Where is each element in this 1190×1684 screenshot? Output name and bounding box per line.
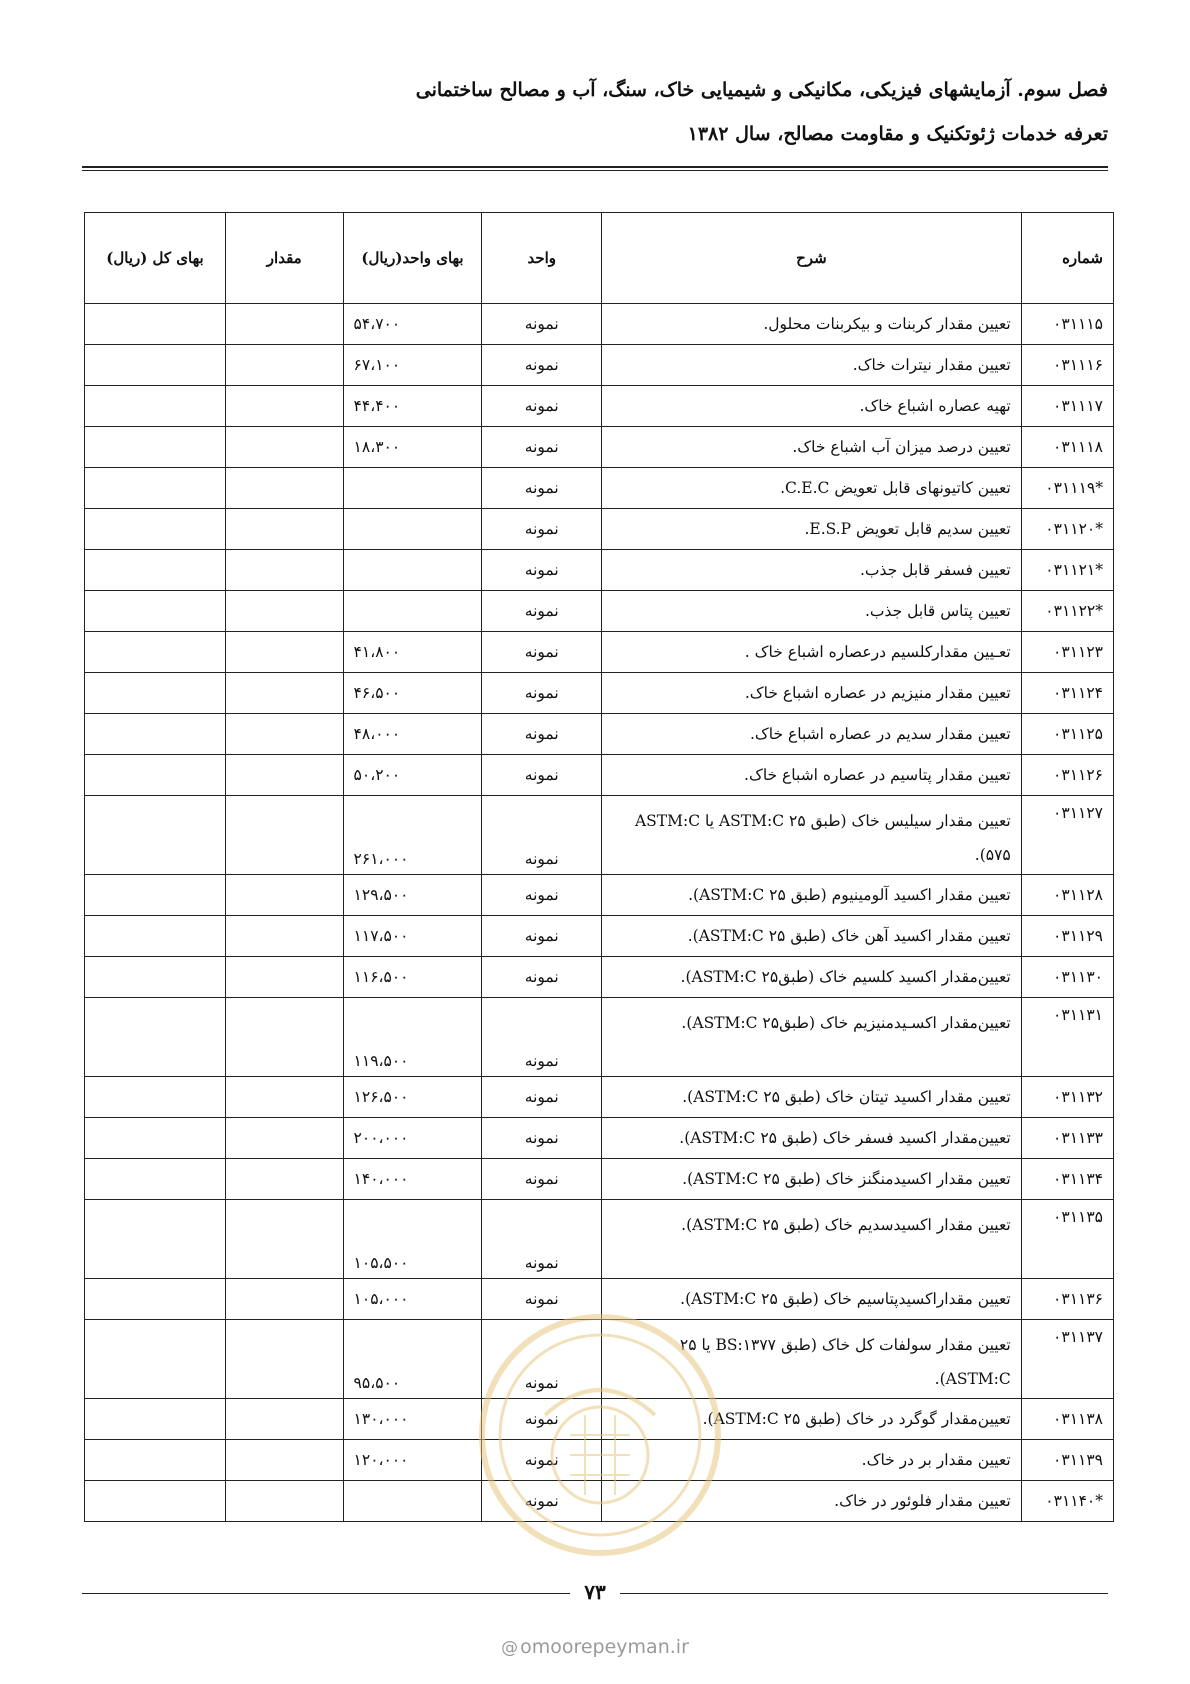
item-description: تعیین کاتیونهای قابل تعویض C.E.C. [602,468,1022,509]
table-row [85,345,1114,386]
table-row [85,427,1114,468]
table-row [85,755,1114,796]
item-unit: نمونه [482,1200,602,1279]
item-code: ۰۳۱۱۱۷ [1021,386,1113,427]
item-unit-price: ۱۱۶،۵۰۰ [343,957,482,998]
item-code: ۰۳۱۱۳۹ [1021,1440,1113,1481]
column-header-unit-price: بهای واحد(ریال) [343,213,482,304]
item-unit-price: ۲۶۱،۰۰۰ [343,796,482,875]
item-code: ۰۳۱۱۲۳ [1021,632,1113,673]
table-row [85,673,1114,714]
table-row [85,957,1114,998]
item-total-price [85,1279,226,1320]
item-total-price [85,796,226,875]
item-description: تعیین‌مقدار اکسـیدمنیزیم خاک (طبق۲۵ ASTM:C). [602,998,1022,1077]
item-unit-price: ۴۸،۰۰۰ [343,714,482,755]
item-unit: نمونه [482,550,602,591]
table-row [85,1159,1114,1200]
table-row [85,632,1114,673]
item-unit: نمونه [482,714,602,755]
item-description: تعیین فسفر قابل جذب. [602,550,1022,591]
item-unit: نمونه [482,1481,602,1522]
website-url: omoorepeyman.ir [520,1636,689,1658]
item-code: *۰۳۱۱۲۱ [1021,550,1113,591]
item-description: تعیین مقدار نیترات خاک. [602,345,1022,386]
item-quantity [225,916,343,957]
item-total-price [85,468,226,509]
item-unit-price: ۵۰،۲۰۰ [343,755,482,796]
item-quantity [225,427,343,468]
item-total-price [85,998,226,1077]
page-number: ۷۳ [570,1580,619,1604]
item-quantity [225,1481,343,1522]
item-code: ۰۳۱۱۲۴ [1021,673,1113,714]
item-code: ۰۳۱۱۳۸ [1021,1399,1113,1440]
item-quantity [225,755,343,796]
table-row [85,386,1114,427]
item-unit: نمونه [482,1118,602,1159]
item-code: ۰۳۱۱۳۷ [1021,1320,1113,1399]
item-quantity [225,998,343,1077]
item-quantity [225,1440,343,1481]
item-unit: نمونه [482,796,602,875]
item-unit: نمونه [482,304,602,345]
item-unit: نمونه [482,1320,602,1399]
item-unit: نمونه [482,1399,602,1440]
item-description: تعیین مقدار کربنات و بیکربنات محلول. [602,304,1022,345]
item-quantity [225,1200,343,1279]
item-unit-price [343,509,482,550]
item-code: ۰۳۱۱۲۶ [1021,755,1113,796]
item-unit: نمونه [482,1159,602,1200]
item-quantity [225,714,343,755]
table-row [85,796,1114,875]
item-total-price [85,386,226,427]
table-row [85,998,1114,1077]
item-total-price [85,957,226,998]
item-unit: نمونه [482,998,602,1077]
item-code: ۰۳۱۱۳۶ [1021,1279,1113,1320]
item-code: ۰۳۱۱۳۴ [1021,1159,1113,1200]
item-total-price [85,1481,226,1522]
item-total-price [85,304,226,345]
column-header-quantity: مقدار [225,213,343,304]
item-description: تعیین مقدار سدیم در عصاره اشباع خاک. [602,714,1022,755]
item-code: ۰۳۱۱۲۸ [1021,875,1113,916]
item-total-price [85,591,226,632]
item-quantity [225,1159,343,1200]
column-header-description: شرح [602,213,1022,304]
item-unit-price: ۱۲۰،۰۰۰ [343,1440,482,1481]
item-total-price [85,1118,226,1159]
item-code: ۰۳۱۱۱۵ [1021,304,1113,345]
item-total-price [85,550,226,591]
column-header-unit: واحد [482,213,602,304]
item-code: *۰۳۱۱۱۹ [1021,468,1113,509]
item-unit-price: ۶۷،۱۰۰ [343,345,482,386]
item-unit-price: ۲۰۰،۰۰۰ [343,1118,482,1159]
item-unit: نمونه [482,875,602,916]
item-code: ۰۳۱۱۱۸ [1021,427,1113,468]
item-code: *۰۳۱۱۲۲ [1021,591,1113,632]
item-unit-price: ۱۰۵،۰۰۰ [343,1279,482,1320]
item-unit-price: ۴۱،۸۰۰ [343,632,482,673]
item-quantity [225,386,343,427]
item-quantity [225,957,343,998]
table-row [85,714,1114,755]
item-unit: نمونه [482,1279,602,1320]
item-unit-price: ۱۰۵،۵۰۰ [343,1200,482,1279]
item-unit-price: ۱۱۹،۵۰۰ [343,998,482,1077]
item-unit: نمونه [482,1440,602,1481]
item-total-price [85,1200,226,1279]
item-code: ۰۳۱۱۳۵ [1021,1200,1113,1279]
item-unit-price [343,1481,482,1522]
item-total-price [85,632,226,673]
item-quantity [225,468,343,509]
item-description: تعیین مقدار اکسیدسدیم خاک (طبق ۲۵ ASTM:C). [602,1200,1022,1279]
item-description: تعیین مقدار اکسیدمنگنز خاک (طبق ۲۵ ASTM:C). [602,1159,1022,1200]
item-unit: نمونه [482,957,602,998]
item-unit: نمونه [482,509,602,550]
item-code: ۰۳۱۱۲۹ [1021,916,1113,957]
item-description: تعیین مقدار اکسید آلومینیوم (طبق ۲۵ ASTM:C). [602,875,1022,916]
item-total-price [85,875,226,916]
item-unit: نمونه [482,755,602,796]
item-description: تعیین مقدار پتاسیم در عصاره اشباع خاک. [602,755,1022,796]
item-code: ۰۳۱۱۳۲ [1021,1077,1113,1118]
item-code: ۰۳۱۱۲۷ [1021,796,1113,875]
item-unit-price: ۴۴،۴۰۰ [343,386,482,427]
item-quantity [225,796,343,875]
item-description: تعیین‌مقدار اکسید فسفر خاک (طبق ۲۵ ASTM:C). [602,1118,1022,1159]
item-quantity [225,550,343,591]
item-unit: نمونه [482,591,602,632]
item-code: *۰۳۱۱۲۰ [1021,509,1113,550]
item-unit-price [343,468,482,509]
item-unit-price [343,550,482,591]
item-unit-price: ۱۲۹،۵۰۰ [343,875,482,916]
item-quantity [225,509,343,550]
chapter-title: فصل سوم. آزمایشهای فیزیکی، مکانیکی و شیمیایی خاک، سنگ، آب و مصالح ساختمانی [415,79,1108,101]
item-unit: نمونه [482,345,602,386]
table-row [85,1200,1114,1279]
website-footer [0,1636,1190,1658]
item-total-price [85,755,226,796]
item-unit: نمونه [482,673,602,714]
item-unit-price: ۴۶،۵۰۰ [343,673,482,714]
item-description: تعیین مقدار اکسید آهن خاک (طبق ۲۵ ASTM:C). [602,916,1022,957]
item-unit-price: ۱۱۷،۵۰۰ [343,916,482,957]
item-quantity [225,632,343,673]
item-unit-price: ۱۳۰،۰۰۰ [343,1399,482,1440]
item-unit: نمونه [482,468,602,509]
item-description: تعـیین مقدارکلسیم درعصاره اشباع خاک . [602,632,1022,673]
item-code: ۰۳۱۱۱۶ [1021,345,1113,386]
item-total-price [85,427,226,468]
item-description: تعیین پتاس قابل جذب. [602,591,1022,632]
item-total-price [85,1399,226,1440]
item-total-price [85,1159,226,1200]
item-description: تهیه عصاره اشباع خاک. [602,386,1022,427]
item-quantity [225,875,343,916]
item-unit: نمونه [482,916,602,957]
table-row [85,1118,1114,1159]
table-row [85,304,1114,345]
item-total-price [85,673,226,714]
item-description: تعیین مقدار منیزیم در عصاره اشباع خاک. [602,673,1022,714]
table-row [85,591,1114,632]
item-code: ۰۳۱۱۳۳ [1021,1118,1113,1159]
item-description: تعیین مقدار سیلیس خاک (طبق ۲۵ ASTM:C یا ASTM:C ۵۷۵). [602,796,1022,875]
item-unit-price: ۱۴۰،۰۰۰ [343,1159,482,1200]
item-quantity [225,304,343,345]
column-header-total-price: بهای کل (ریال) [85,213,226,304]
item-description: تعیین مقدار سولفات کل خاک (طبق BS:۱۳۷۷ یا ۲۵ ASTM:C). [602,1320,1022,1399]
item-unit: نمونه [482,1077,602,1118]
column-header-code: شماره [1021,213,1113,304]
item-quantity [225,1320,343,1399]
item-description: تعیین درصد میزان آب اشباع خاک. [602,427,1022,468]
item-unit-price: ۵۴،۷۰۰ [343,304,482,345]
item-unit: نمونه [482,386,602,427]
item-description: تعیین مقدار اکسید تیتان خاک (طبق ۲۵ ASTM:C). [602,1077,1022,1118]
item-unit: نمونه [482,427,602,468]
item-total-price [85,509,226,550]
item-code: *۰۳۱۱۴۰ [1021,1481,1113,1522]
item-quantity [225,591,343,632]
item-description: تعیین‌مقدار اکسید کلسیم خاک (طبق۲۵ ASTM:C). [602,957,1022,998]
item-unit: نمونه [482,632,602,673]
item-unit-price: ۱۲۶،۵۰۰ [343,1077,482,1118]
item-quantity [225,1279,343,1320]
table-row [85,1077,1114,1118]
item-unit-price [343,591,482,632]
item-description: تعیین سدیم قابل تعویض E.S.P. [602,509,1022,550]
item-code: ۰۳۱۱۳۰ [1021,957,1113,998]
tariff-title: تعرفه خدمات ژئوتکنیک و مقاومت مصالح، سال ۱۳۸۲ [687,123,1108,145]
table-row [85,509,1114,550]
watermark-seal-icon [475,1305,725,1565]
item-quantity [225,1118,343,1159]
at-icon: @ [501,1638,519,1658]
item-code: ۰۳۱۱۲۵ [1021,714,1113,755]
table-row [85,550,1114,591]
item-code: ۰۳۱۱۳۱ [1021,998,1113,1077]
item-total-price [85,345,226,386]
item-description: تعیین مقداراکسیدپتاسیم خاک (طبق ۲۵ ASTM:C). [602,1279,1022,1320]
page-header [82,70,1108,154]
table-row [85,875,1114,916]
page-number-wrapper [0,1580,1190,1604]
table-row [85,916,1114,957]
table-header-row [85,213,1114,304]
item-quantity [225,345,343,386]
item-quantity [225,673,343,714]
table-row [85,468,1114,509]
header-divider [82,166,1108,171]
item-quantity [225,1077,343,1118]
item-total-price [85,1077,226,1118]
item-unit-price: ۱۸،۳۰۰ [343,427,482,468]
item-description: تعیین‌مقدار گوگرد در خاک (طبق ۲۵ ASTM:C). [602,1399,1022,1440]
item-quantity [225,1399,343,1440]
item-total-price [85,916,226,957]
item-unit-price: ۹۵،۵۰۰ [343,1320,482,1399]
item-total-price [85,1440,226,1481]
item-total-price [85,714,226,755]
item-description: تعیین مقدار بر در خاک. [602,1440,1022,1481]
item-description: تعیین مقدار فلوئور در خاک. [602,1481,1022,1522]
item-total-price [85,1320,226,1399]
